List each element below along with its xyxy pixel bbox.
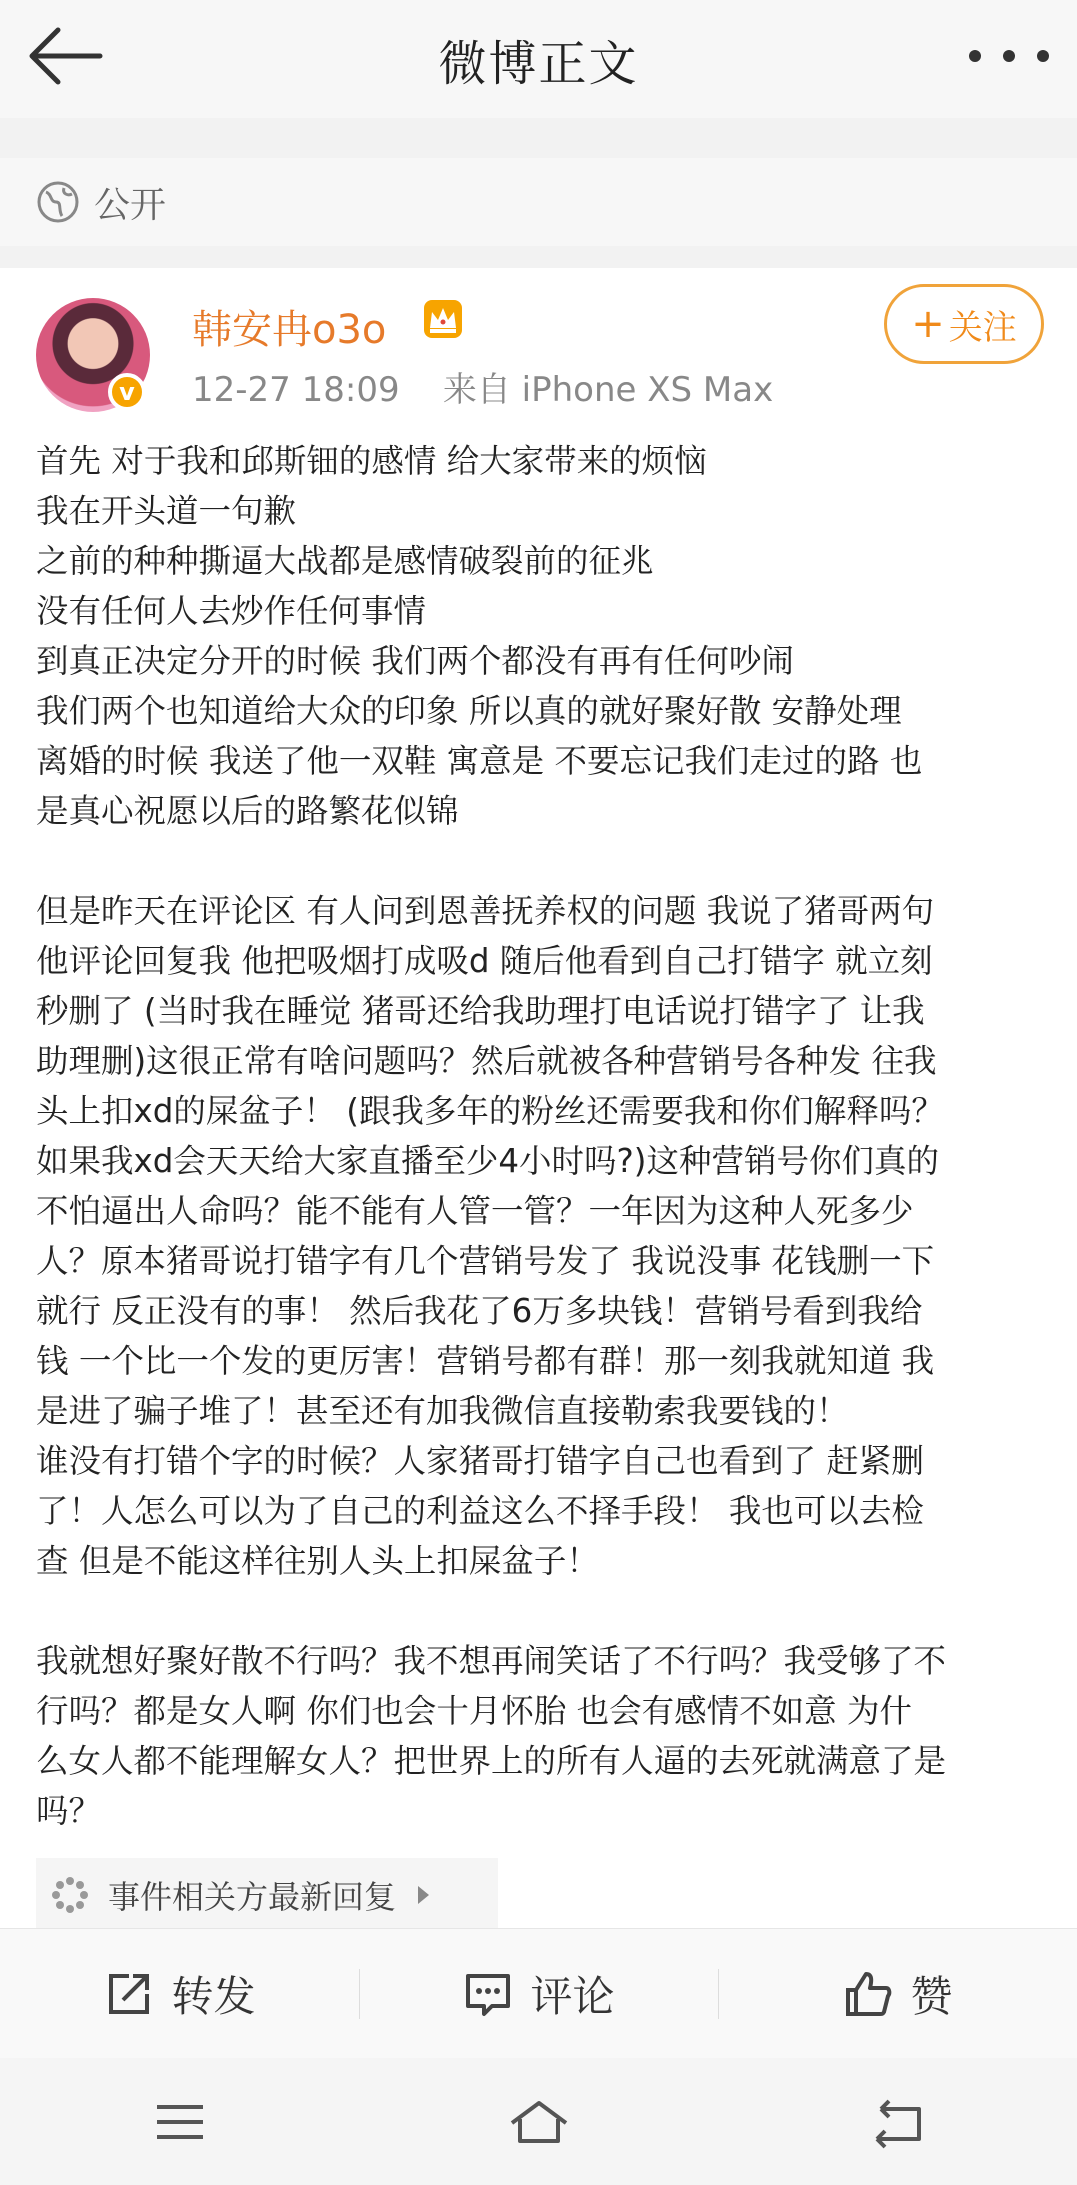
comment-bubble-icon — [462, 1968, 514, 2020]
follow-button[interactable] — [884, 284, 1044, 364]
action-bar — [0, 1928, 1077, 2059]
post-meta — [192, 362, 773, 411]
system-nav-bar — [0, 2058, 1077, 2185]
post-text-line: 没有任何人去炒作任何事情 — [36, 592, 427, 630]
comment-button[interactable] — [359, 1929, 718, 2059]
post-card — [0, 268, 1077, 1928]
post-source: 来自 iPhone XS Max — [442, 370, 774, 410]
comment-label: 评论 — [530, 1972, 615, 2021]
related-reply-link[interactable] — [36, 1858, 498, 1932]
post-text-line: 离婚的时候 我送了他一双鞋 寓意是 不要忘记我们走过的路 也 — [36, 742, 923, 780]
globe-icon — [36, 180, 80, 224]
post-text-line: 之前的种种撕逼大战都是感情破裂前的征兆 — [36, 542, 654, 580]
visibility-bar — [0, 158, 1077, 247]
blank-line — [36, 1586, 1046, 1636]
post-text-line: 不怕逼出人命吗？能不能有人管一管？一年因为这种人死多少 — [36, 1192, 914, 1230]
like-button[interactable] — [718, 1929, 1077, 2059]
post-text-line: 是真心祝愿以后的路繁花似锦 — [36, 792, 459, 830]
separator — [410, 370, 432, 410]
share-box-icon — [103, 1968, 155, 2020]
visibility-label: 公开 — [94, 184, 167, 226]
username[interactable]: 韩安冉o3o — [192, 307, 387, 353]
thumbs-up-icon — [842, 1968, 894, 2020]
post-text-line: 查 但是不能这样往别人头上扣屎盆子！ — [36, 1542, 599, 1580]
plus-icon: + — [911, 301, 945, 347]
section-gap — [0, 118, 1077, 158]
dot — [969, 50, 981, 62]
post-text-line: 他评论回复我 他把吸烟打成吸d 随后他看到自己打错字 就立刻 — [36, 942, 933, 980]
post-text-line: 我在开头道一句歉 — [36, 492, 297, 530]
repost-label: 转发 — [171, 1972, 256, 2021]
like-label: 赞 — [910, 1972, 953, 2021]
repost-button[interactable] — [0, 1929, 359, 2059]
blank-line — [36, 836, 1046, 886]
top-nav-bar — [0, 0, 1077, 118]
post-text-line: 如果我xd会天天给大家直播至少4小时吗?)这种营销号你们真的 — [36, 1142, 939, 1180]
post-text-line: 么女人都不能理解女人？把世界上的所有人逼的去死就满意了是 — [36, 1742, 947, 1780]
post-text-line: 吗？ — [36, 1792, 102, 1830]
back-arrow-icon[interactable] — [28, 26, 104, 86]
post-text-line: 头上扣xd的屎盆子！ (跟我多年的粉丝还需要我和你们解释吗？ — [36, 1092, 944, 1130]
post-text-line: 我们两个也知道给大众的印象 所以真的就好聚好散 安静处理 — [36, 692, 902, 730]
post-text — [36, 436, 1046, 1836]
post-text-line: 助理删)这很正常有啥问题吗？然后就被各种营销号各种发 往我 — [36, 1042, 937, 1080]
post-text-line: 钱 一个比一个发的更厉害！营销号都有群！那一刻我就知道 我 — [36, 1342, 935, 1380]
section-gap — [0, 246, 1077, 268]
post-text-line: 到真正决定分开的时候 我们两个都没有再有任何吵闹 — [36, 642, 794, 680]
spinner-icon — [50, 1875, 90, 1915]
crown-icon[interactable] — [420, 296, 466, 342]
post-text-line: 但是昨天在评论区 有人问到恩善抚养权的问题 我说了猪哥两句 — [36, 892, 935, 930]
page-title: 微博正文 — [438, 35, 639, 92]
post-text-line: 是进了骗子堆了！甚至还有加我微信直接勒索我要钱的！ — [36, 1392, 849, 1430]
post-text-line: 就行 反正没有的事！ 然后我花了6万多块钱！营销号看到我给 — [36, 1292, 923, 1330]
post-text-line: 行吗？都是女人啊 你们也会十月怀胎 也会有感情不如意 为什 — [36, 1692, 912, 1730]
home-icon[interactable] — [506, 2095, 572, 2149]
post-text-line: 谁没有打错个字的时候？人家猪哥打错字自己也看到了 赶紧删 — [36, 1442, 924, 1480]
system-back-icon[interactable] — [865, 2095, 931, 2149]
post-text-line: 人？原本猪哥说打错字有几个营销号发了 我说没事 花钱删一下 — [36, 1242, 935, 1280]
chevron-right-icon — [418, 1886, 429, 1904]
post-time: 12-27 18:09 — [192, 370, 400, 410]
more-dots-icon[interactable] — [969, 40, 1049, 72]
related-label: 事件相关方最新回复 — [108, 1878, 397, 1916]
follow-label: 关注 — [948, 307, 1017, 348]
post-text-line: 我就想好聚好散不行吗？我不想再闹笑话了不行吗？我受够了不 — [36, 1642, 947, 1680]
dot — [1003, 50, 1015, 62]
post-text-line: 秒删了 (当时我在睡觉 猪哥还给我助理打电话说打错字了 让我 — [36, 992, 925, 1030]
dot — [1037, 50, 1049, 62]
post-text-line: 了！人怎么可以为了自己的利益这么不择手段！ 我也可以去检 — [36, 1492, 924, 1530]
menu-icon[interactable] — [147, 2095, 213, 2149]
post-text-line: 首先 对于我和邱斯钿的感情 给大家带来的烦恼 — [36, 442, 707, 480]
verified-badge-icon: v — [108, 373, 146, 411]
